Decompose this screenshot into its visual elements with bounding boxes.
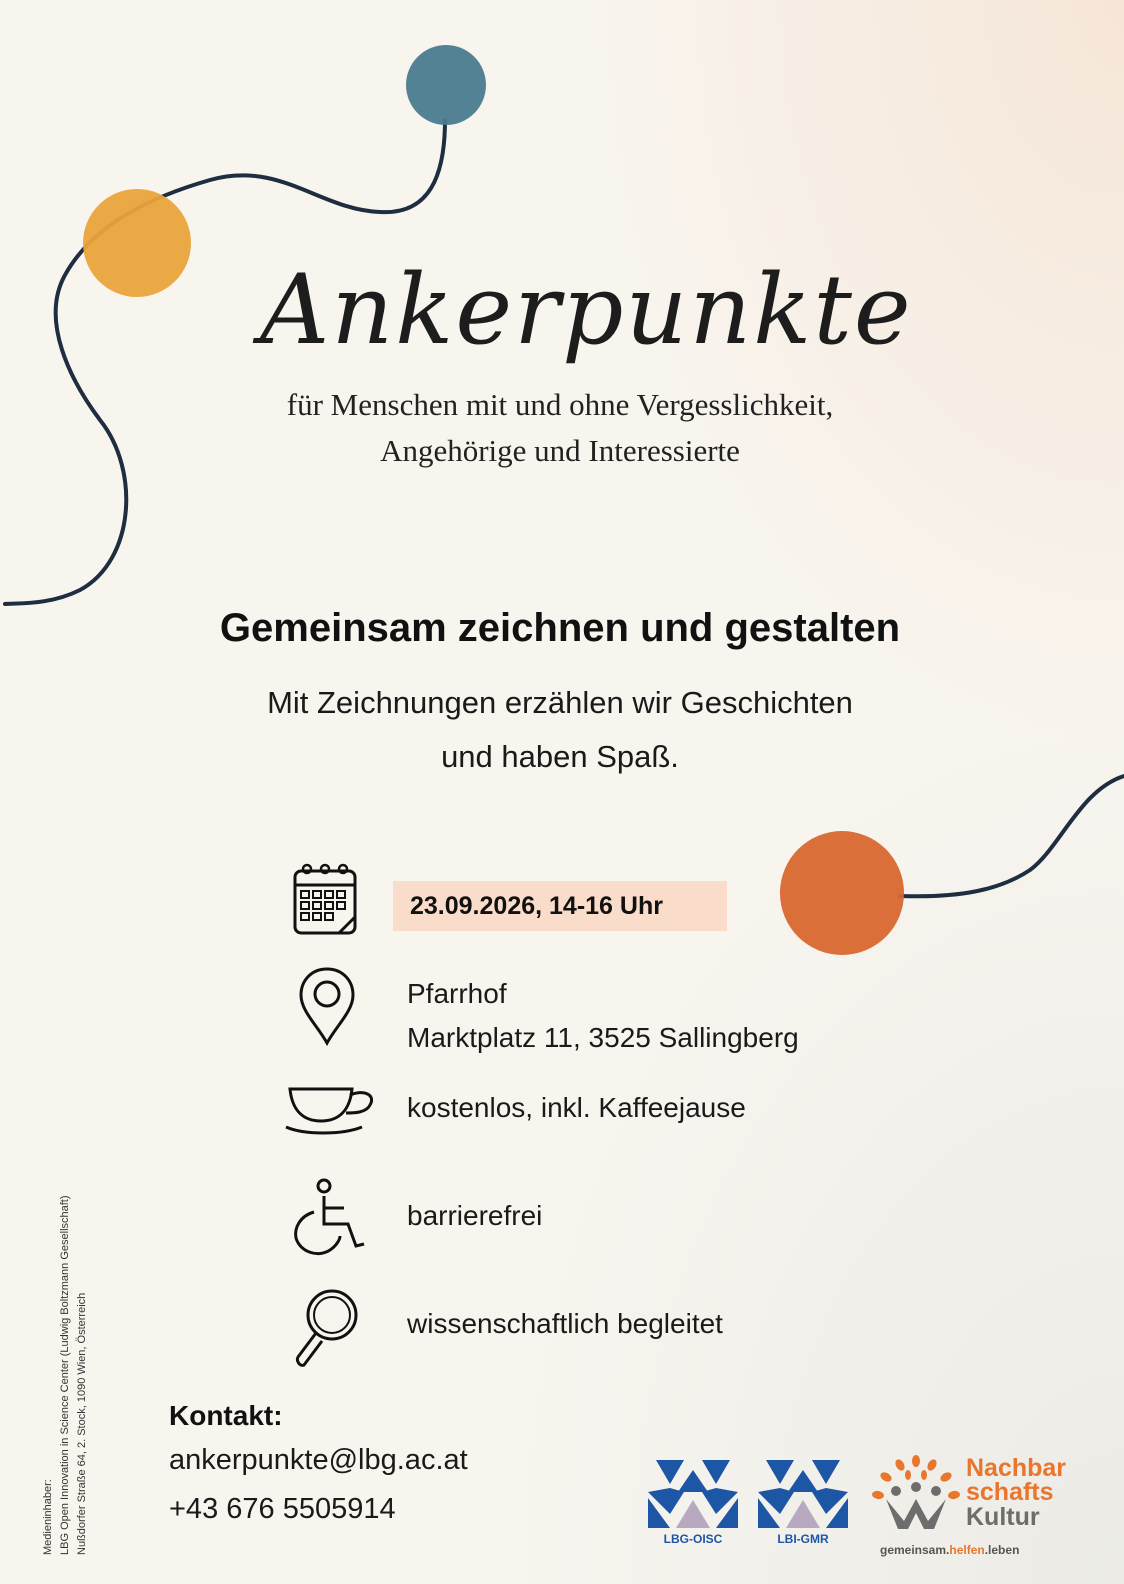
lbg-oisc-caption: LBG-OISC [663,1532,723,1546]
wave-line-right [900,776,1124,896]
calendar-icon [291,861,361,937]
lbi-gmr-caption: LBI-GMR [777,1532,829,1546]
contact-email[interactable]: ankerpunkte@lbg.ac.at [169,1444,468,1476]
location-pin-icon [297,965,357,1047]
intro-line-2: und haben Spaß. [441,739,679,774]
contact-title: Kontakt: [169,1400,283,1431]
lbi-gmr-logo [758,1458,848,1530]
cost-info: kostenlos, inkl. Kaffeejause [407,1092,746,1123]
blue-dot [406,45,486,125]
nk-line-1: Nachbar [966,1454,1067,1482]
nk-slogan-part-2: helfen [949,1543,985,1557]
event-intro [120,676,1000,784]
location-address: Marktplatz 11, 3525 Sallingberg [407,1022,799,1053]
imprint [40,1095,91,1555]
subtitle-line-1: für Menschen mit und ohne Vergesslichkeit, [286,387,834,422]
lbg-oisc-logo [648,1458,738,1530]
date-badge: 23.09.2026, 14-16 Uhr [393,881,727,931]
subtitle [170,382,950,474]
wheelchair-icon [290,1178,368,1258]
nk-slogan-part-3: .leben [984,1543,1020,1557]
imprint-line-3: Nußdorfer Straße 64, 2. Stock, 1090 Wien, Österreich [76,1292,88,1555]
subtitle-line-2: Angehörige und Interessierte [380,433,740,468]
event-heading: Gemeinsam zeichnen und gestalten [219,606,901,650]
nk-line-2: schafts [966,1478,1054,1506]
imprint-line-2: LBG Open Innovation in Science Center (Ludwig Boltzmann Gesellschaft) [59,1195,71,1555]
nachbarschafts-kultur-tree-logo [868,1455,964,1535]
nk-slogan [880,1543,1019,1557]
yellow-dot [83,189,191,297]
accessibility-info: barrierefrei [407,1200,543,1231]
intro-line-1: Mit Zeichnungen erzählen wir Geschichten [267,685,853,720]
orange-dot [780,831,904,955]
science-info: wissenschaftlich begleitet [407,1308,723,1339]
nk-slogan-part-1: gemeinsam. [880,1543,950,1557]
imprint-line-1: Medieninhaber: [42,1479,54,1555]
script-title: Ankerpunkte [260,254,913,366]
location-name: Pfarrhof [407,978,507,1009]
contact-phone[interactable]: +43 676 5505914 [169,1493,396,1525]
coffee-cup-icon [284,1083,376,1139]
magnifier-icon [292,1287,362,1371]
nk-line-3: Kultur [966,1503,1040,1531]
